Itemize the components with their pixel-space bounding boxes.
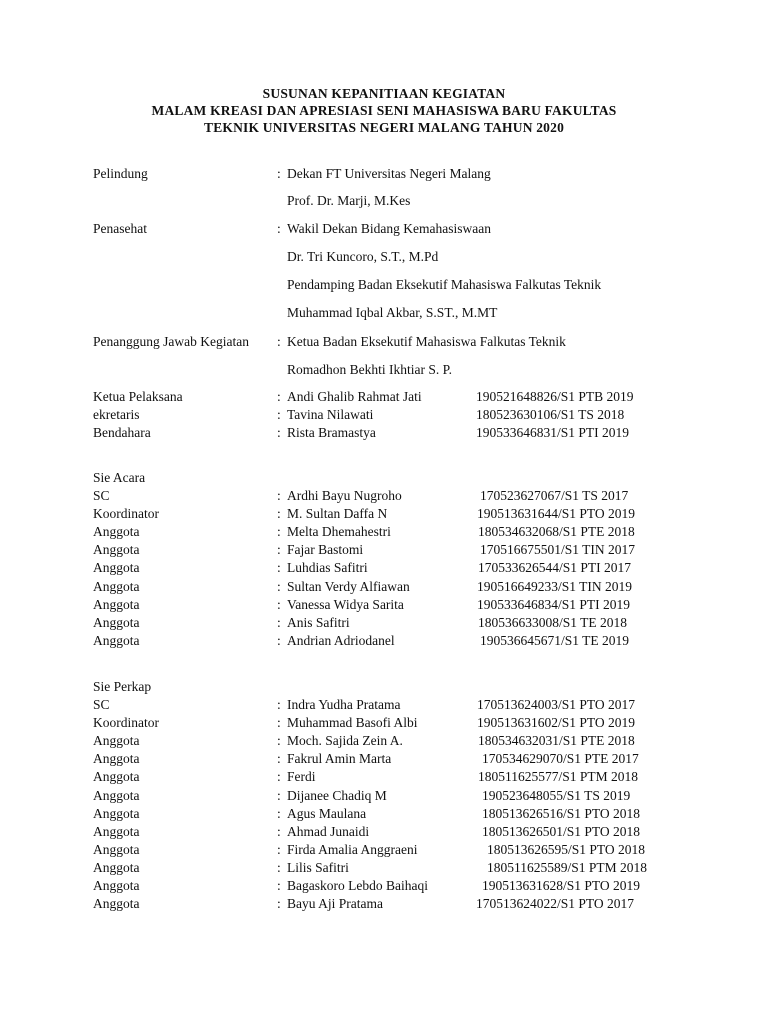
member-role: Anggota: [93, 805, 140, 821]
member-nim: 170534629070/S1 PTE 2017: [482, 751, 639, 767]
member-nim: 190533646834/S1 PTI 2019: [477, 596, 631, 612]
member-role: Anggota: [93, 560, 140, 576]
leadership-row: [0, 304, 768, 322]
member-row: [0, 632, 768, 650]
member-row: [0, 614, 768, 632]
member-role: SC: [93, 488, 110, 503]
member-nim: 190521648826/S1 PTB 2019: [476, 389, 634, 404]
member-row: [0, 805, 768, 823]
member-role: Anggota: [93, 596, 140, 612]
colon-separator: :: [277, 787, 281, 803]
member-row: [0, 895, 768, 913]
leadership-row: [0, 276, 768, 294]
member-nim: 170516675501/S1 TIN 2017: [480, 542, 636, 558]
member-nim: 180534632068/S1 PTE 2018: [478, 524, 635, 540]
role-label: Penanggung Jawab Kegiatan: [93, 334, 249, 349]
role-label: Penasehat: [93, 221, 147, 236]
member-name: Sultan Verdy Alfiawan: [287, 578, 410, 594]
member-role: Bendahara: [93, 425, 151, 440]
colon-separator: :: [277, 166, 281, 181]
role-value: Ketua Badan Eksekutif Mahasiswa Falkutas Teknik: [287, 334, 566, 349]
title-line-1: SUSUNAN KEPANITIAAN KEGIATAN: [262, 86, 506, 101]
colon-separator: :: [277, 769, 281, 785]
member-name: Firda Amalia Anggraeni: [287, 841, 418, 857]
member-nim: 190513631644/S1 PTO 2019: [477, 506, 636, 522]
colon-separator: :: [277, 697, 281, 712]
document-title: [0, 85, 768, 136]
member-row: [0, 823, 768, 841]
member-row: [0, 841, 768, 859]
member-row: [0, 388, 768, 406]
member-nim: 170523627067/S1 TS 2017: [480, 488, 629, 503]
leadership-row: [0, 333, 768, 351]
role-label: Pelindung: [93, 166, 148, 181]
member-role: Anggota: [93, 859, 140, 875]
leadership-row: [0, 220, 768, 238]
member-nim: 180513626516/S1 PTO 2018: [482, 805, 641, 821]
member-role: Koordinator: [93, 506, 159, 522]
leadership-row: [0, 192, 768, 210]
member-name: Melta Dhemahestri: [287, 524, 391, 540]
colon-separator: :: [277, 506, 281, 522]
member-row: [0, 559, 768, 577]
member-role: Anggota: [93, 787, 140, 803]
colon-separator: :: [277, 715, 281, 731]
member-nim: 180534632031/S1 PTE 2018: [478, 733, 635, 749]
member-row: [0, 787, 768, 805]
colon-separator: :: [277, 733, 281, 749]
member-role: Anggota: [93, 841, 140, 857]
role-value: Pendamping Badan Eksekutif Mahasiswa Falkutas Teknik: [287, 277, 602, 292]
colon-separator: :: [277, 542, 281, 558]
member-nim: 170513624003/S1 PTO 2017: [477, 697, 636, 712]
member-name: Ardhi Bayu Nugroho: [287, 488, 402, 503]
colon-separator: :: [277, 823, 281, 839]
member-role: Anggota: [93, 632, 140, 648]
colon-separator: :: [277, 389, 281, 404]
member-role: Anggota: [93, 614, 140, 630]
member-role: Anggota: [93, 751, 140, 767]
member-role: Anggota: [93, 896, 140, 912]
member-row: [0, 596, 768, 614]
member-role: ekretaris: [93, 407, 140, 422]
member-nim: 190513631628/S1 PTO 2019: [482, 878, 641, 893]
leadership-row: [0, 165, 768, 183]
leadership-row: [0, 248, 768, 266]
role-value: Wakil Dekan Bidang Kemahasiswaan: [287, 221, 491, 236]
member-role: Koordinator: [93, 715, 159, 731]
colon-separator: :: [277, 596, 281, 612]
member-name: Vanessa Widya Sarita: [287, 596, 404, 612]
member-name: M. Sultan Daffa N: [287, 506, 388, 522]
member-role: Anggota: [93, 542, 140, 558]
colon-separator: :: [277, 632, 281, 648]
member-nim: 190516649233/S1 TIN 2019: [477, 578, 633, 594]
member-row: [0, 750, 768, 768]
member-name: Agus Maulana: [287, 805, 367, 821]
leadership-row: [0, 361, 768, 379]
colon-separator: :: [277, 878, 281, 893]
member-row: [0, 578, 768, 596]
member-role: Anggota: [93, 524, 140, 540]
colon-separator: :: [277, 488, 281, 503]
member-name: Luhdias Safitri: [287, 560, 368, 576]
role-value: Muhammad Iqbal Akbar, S.ST., M.MT: [287, 305, 498, 320]
member-row: [0, 877, 768, 895]
member-name: Ahmad Junaidi: [287, 823, 370, 839]
title-line-3: TEKNIK UNIVERSITAS NEGERI MALANG TAHUN 2020: [203, 120, 565, 135]
member-name: Lilis Safitri: [287, 859, 349, 875]
colon-separator: :: [277, 425, 281, 440]
member-name: Dijanee Chadiq M: [287, 787, 387, 803]
colon-separator: :: [277, 751, 281, 767]
member-name: Andrian Adriodanel: [287, 632, 395, 648]
member-row: [0, 406, 768, 424]
colon-separator: :: [277, 560, 281, 576]
colon-separator: :: [277, 524, 281, 540]
member-role: Ketua Pelaksana: [93, 389, 183, 404]
member-role: Anggota: [93, 823, 140, 839]
member-nim: 180536633008/S1 TE 2018: [478, 614, 628, 630]
member-nim: 180513626501/S1 PTO 2018: [482, 823, 641, 839]
colon-separator: :: [277, 841, 281, 857]
role-value: Dekan FT Universitas Negeri Malang: [287, 166, 491, 181]
member-name: Andi Ghalib Rahmat Jati: [287, 389, 422, 404]
colon-separator: :: [277, 805, 281, 821]
member-row: [0, 859, 768, 877]
member-name: Rista Bramastya: [287, 425, 376, 440]
member-role: Anggota: [93, 878, 140, 893]
colon-separator: :: [277, 221, 281, 236]
member-row: [0, 541, 768, 559]
member-name: Fajar Bastomi: [287, 542, 364, 558]
member-role: SC: [93, 697, 110, 712]
member-role: Anggota: [93, 769, 140, 785]
member-nim: 170533626544/S1 PTI 2017: [478, 560, 632, 576]
role-value: Prof. Dr. Marji, M.Kes: [287, 193, 411, 208]
member-row: [0, 523, 768, 541]
member-name: Indra Yudha Pratama: [287, 697, 401, 712]
sie-perkap-heading: Sie Perkap: [93, 679, 152, 694]
member-name: Tavina Nilawati: [287, 407, 374, 422]
sie-acara-heading: Sie Acara: [93, 470, 146, 485]
member-row: [0, 505, 768, 523]
member-name: Bagaskoro Lebdo Baihaqi: [287, 878, 428, 893]
member-row: [0, 487, 768, 505]
member-row: [0, 696, 768, 714]
colon-separator: :: [277, 859, 281, 875]
member-name: Anis Safitri: [287, 614, 350, 630]
role-value: Dr. Tri Kuncoro, S.T., M.Pd: [287, 249, 439, 264]
title-line-2: MALAM KREASI DAN APRESIASI SENI MAHASISWA BARU FAKULTAS: [151, 103, 617, 118]
colon-separator: :: [277, 334, 281, 349]
role-value: Romadhon Bekhti Ikhtiar S. P.: [287, 362, 452, 377]
member-nim: 190513631602/S1 PTO 2019: [477, 715, 636, 731]
member-row: [0, 714, 768, 732]
colon-separator: :: [277, 614, 281, 630]
member-name: Fakrul Amin Marta: [287, 751, 392, 767]
member-row: [0, 424, 768, 442]
member-name: Bayu Aji Pratama: [287, 896, 383, 912]
member-nim: 190536645671/S1 TE 2019: [480, 632, 630, 648]
member-nim: 180513626595/S1 PTO 2018: [487, 841, 646, 857]
member-nim: 180511625589/S1 PTM 2018: [487, 859, 648, 875]
member-role: Anggota: [93, 733, 140, 749]
colon-separator: :: [277, 578, 281, 594]
member-role: Anggota: [93, 578, 140, 594]
member-row: [0, 732, 768, 750]
member-nim: 180523630106/S1 TS 2018: [476, 407, 625, 422]
colon-separator: :: [277, 407, 281, 422]
member-name: Moch. Sajida Zein A.: [287, 733, 403, 749]
member-nim: 190533646831/S1 PTI 2019: [476, 425, 630, 440]
member-nim: 170513624022/S1 PTO 2017: [476, 896, 635, 912]
member-name: Muhammad Basofi Albi: [287, 715, 418, 731]
member-name: Ferdi: [287, 769, 316, 785]
member-row: [0, 768, 768, 786]
member-nim: 180511625577/S1 PTM 2018: [478, 769, 639, 785]
member-nim: 190523648055/S1 TS 2019: [482, 787, 631, 803]
colon-separator: :: [277, 896, 281, 912]
